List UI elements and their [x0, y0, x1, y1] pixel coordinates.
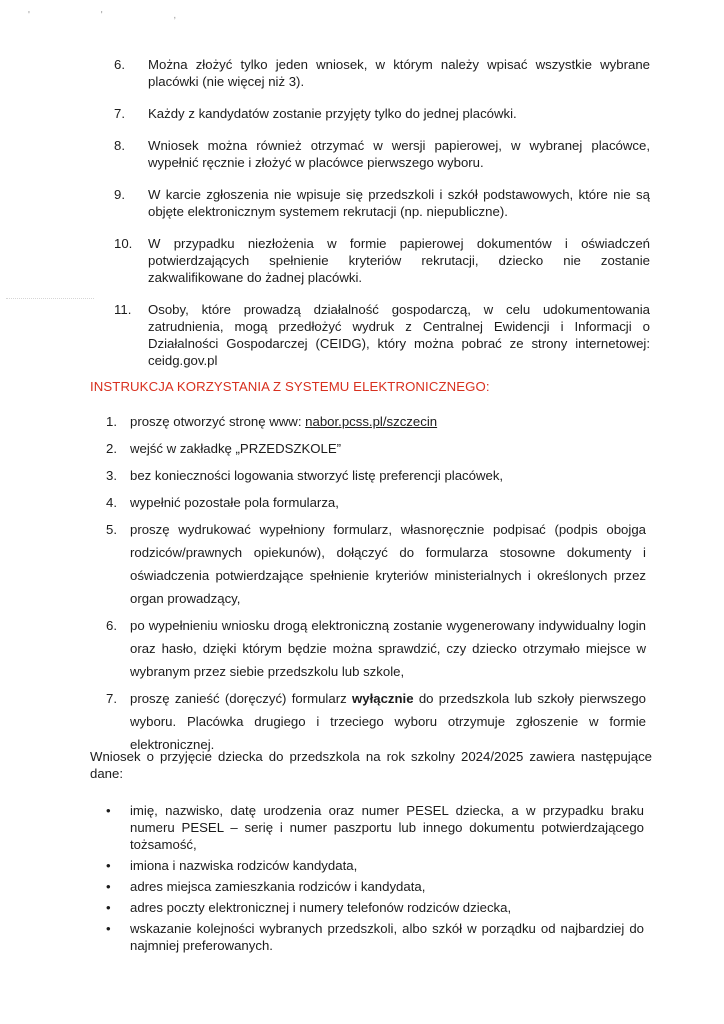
bullet-icon: •: [106, 803, 111, 818]
data-item-text: imiona i nazwiska rodziców kandydata,: [130, 858, 358, 873]
scan-corner-marks: ' ' ,: [28, 10, 211, 21]
bullet-icon: •: [106, 921, 111, 936]
step-item: [0, 614, 724, 683]
rule-text: W karcie zgłoszenia nie wpisuje się przedszkoli i szkół podstawowych, które nie są objęte elektronicznym systemem rekrutacji (np. niepubliczne).: [148, 187, 650, 219]
step-text: wejść w zakładkę „PRZEDSZKOLE”: [130, 441, 342, 456]
step-number: 6.: [106, 618, 117, 633]
step-text: do przedszkola lub szkoły pierwszego wyboru. Placówka drugiego i trzeciego wyboru otrzymuje zgłoszenie w formie elektronicznej.: [130, 691, 646, 752]
data-item: [0, 857, 724, 874]
step-text: proszę otworzyć stronę www:: [130, 414, 306, 429]
step-number: 4.: [106, 495, 117, 510]
bullet-icon: •: [106, 879, 111, 894]
rule-text: Osoby, które prowadzą działalność gospodarczą, w celu udokumentowania zatrudnienia, mogą przedłożyć wydruk z Centralnej Ewidencji i Informacji o Działalności Gospodarczej (CEIDG), który można pobrać ze strony internetowej: ceidg.gov.pl: [148, 302, 650, 368]
data-item: [0, 899, 724, 916]
bullet-icon: •: [106, 858, 111, 873]
rule-item: [0, 137, 724, 171]
data-item-text: adres miejsca zamieszkania rodziców i kandydata,: [130, 879, 426, 894]
step-item: [0, 518, 724, 610]
rule-item: [0, 186, 724, 220]
bullet-icon: •: [106, 900, 111, 915]
rule-text: Wniosek można również otrzymać w wersji papierowej, w wybranej placówce, wypełnić ręcznie i złożyć w placówce pierwszego wyboru.: [148, 138, 650, 170]
rule-number: 11.: [114, 302, 132, 317]
data-item-text: wskazanie kolejności wybranych przedszkoli, albo szkół w porządku od najbardziej do najmniej preferowanych.: [130, 921, 644, 953]
step-number: 2.: [106, 441, 117, 456]
data-item: [0, 802, 724, 853]
rule-text: Można złożyć tylko jeden wniosek, w którym należy wpisać wszystkie wybrane placówki (nie więcej niż 3).: [148, 57, 650, 89]
data-item: [0, 920, 724, 954]
step-item: [0, 410, 724, 433]
data-item: [0, 878, 724, 895]
step-number: 5.: [106, 522, 117, 537]
rule-number: 9.: [114, 187, 125, 202]
data-item-text: imię, nazwisko, datę urodzenia oraz numer PESEL dziecka, a w przypadku braku numeru PESEL – serię i numer paszportu lub innego dokumentu potwierdzającego tożsamość,: [130, 803, 644, 852]
rule-item: [0, 235, 724, 286]
step-item: [0, 687, 724, 756]
rule-number: 7.: [114, 106, 125, 121]
application-summary: Wniosek o przyjęcie dziecka do przedszkola na rok szkolny 2024/2025 zawiera następujące dane:: [90, 749, 652, 781]
instruction-steps: [0, 410, 724, 760]
rule-number: 6.: [114, 57, 125, 72]
step-number: 3.: [106, 468, 117, 483]
rule-text: Każdy z kandydatów zostanie przyjęty tylko do jednej placówki.: [148, 106, 517, 121]
section-title: INSTRUKCJA KORZYSTANIA Z SYSTEMU ELEKTRONICZNEGO:: [90, 379, 490, 394]
step-item: [0, 491, 724, 514]
rule-text: W przypadku niezłożenia w formie papierowej dokumentów i oświadczeń potwierdzających spełnienie kryteriów rekrutacji, dziecko nie zostanie zakwalifikowane do żadnej placówki.: [148, 236, 650, 285]
step-item: [0, 464, 724, 487]
recruitment-website-link[interactable]: nabor.pcss.pl/szczecin: [305, 414, 438, 429]
rule-item: [0, 301, 724, 369]
rule-item: [0, 105, 724, 122]
rule-number: 8.: [114, 138, 125, 153]
step-text: po wypełnieniu wniosku drogą elektroniczną zostanie wygenerowany indywidualny login oraz hasło, dzięki którym będzie można sprawdzić, czy dziecko otrzymało miejsce w wybranym przez siebie przedszkolu lub szkole,: [130, 618, 646, 679]
step-text: bez konieczności logowania stworzyć listę preferencji placówek,: [130, 468, 504, 483]
step-item: [0, 437, 724, 460]
rule-item: [0, 56, 724, 90]
required-data-list: [0, 802, 724, 958]
step-text: proszę wydrukować wypełniony formularz, własnoręcznie podpisać (podpis obojga rodziców/prawnych opiekunów), dołączyć do formularza stosowne dokumenty i oświadczenia potwierdzające spełnienie kryteriów ministerialnych i określonych przez organ prowadzący,: [130, 522, 646, 606]
emphasis-text: wyłącznie: [351, 691, 414, 706]
step-number: 7.: [106, 691, 117, 706]
step-text: proszę zanieść (doręczyć) formularz: [130, 691, 352, 706]
rule-number: 10.: [114, 236, 133, 251]
step-number: 1.: [106, 414, 117, 429]
step-text: wypełnić pozostałe pola formularza,: [130, 495, 339, 510]
rules-list: [0, 56, 724, 384]
data-item-text: adres poczty elektronicznej i numery telefonów rodziców dziecka,: [130, 900, 512, 915]
